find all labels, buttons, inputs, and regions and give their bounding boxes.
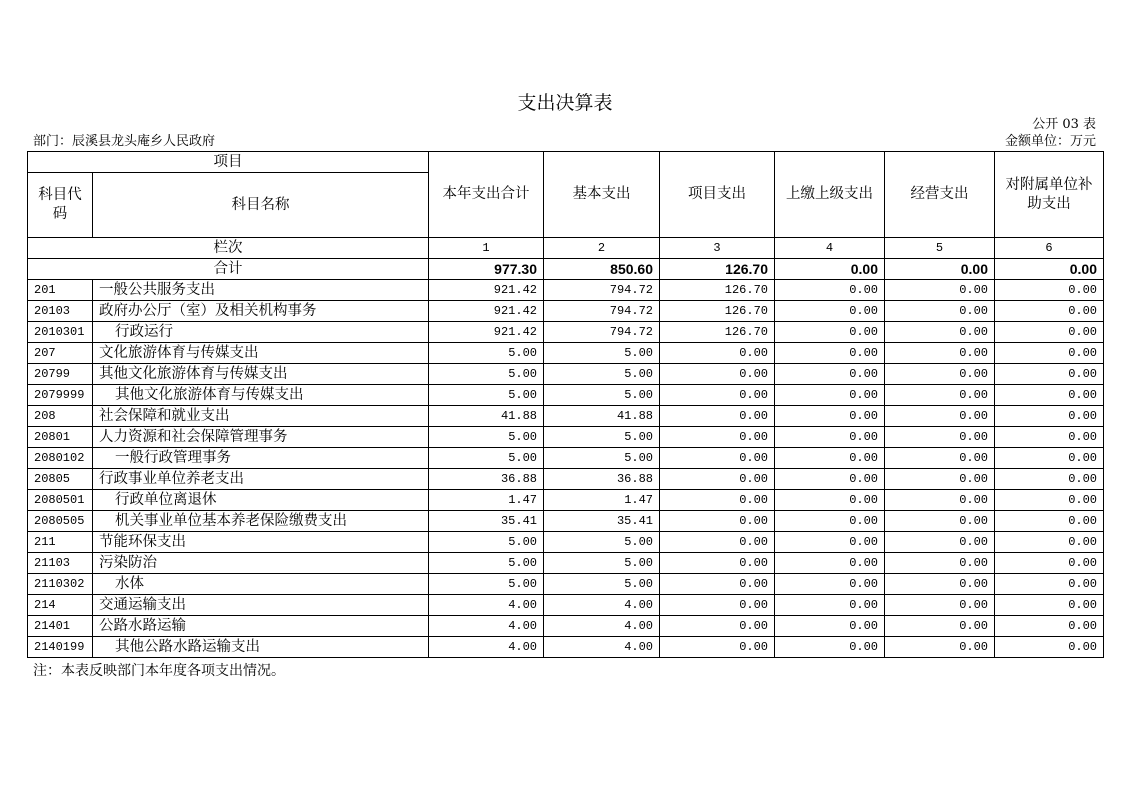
amount-cell: 126.70 [660,322,775,343]
table-row [28,364,1104,385]
amount-cell: 4.00 [544,637,660,658]
subject-name-cell: 文化旅游体育与传媒支出 [93,343,429,364]
line-number-label: 栏次 [28,238,429,259]
amount-cell: 5.00 [429,553,544,574]
amount-cell: 0.00 [885,574,995,595]
line-number-cell: 4 [775,238,885,259]
subject-code-cell: 2080102 [28,448,93,469]
amount-cell: 0.00 [775,490,885,511]
amount-cell: 126.70 [660,301,775,322]
amount-cell: 0.00 [995,511,1104,532]
table-row [28,574,1104,595]
amount-cell: 0.00 [885,301,995,322]
expenditure-table [27,151,1104,658]
line-number-row [28,238,1104,259]
subject-code-cell: 20799 [28,364,93,385]
amount-cell: 4.00 [429,595,544,616]
header-subject-name: 科目名称 [93,173,429,238]
table-row [28,511,1104,532]
amount-cell: 0.00 [885,364,995,385]
amount-cell: 794.72 [544,301,660,322]
subject-name-cell: 行政单位离退休 [93,490,429,511]
subject-code-cell: 2080501 [28,490,93,511]
amount-cell: 0.00 [995,280,1104,301]
total-label: 合计 [28,259,429,280]
table-row [28,448,1104,469]
amount-cell: 0.00 [885,406,995,427]
amount-cell: 0.00 [995,406,1104,427]
table-row [28,616,1104,637]
table-row [28,595,1104,616]
amount-cell: 5.00 [429,574,544,595]
table-row [28,427,1104,448]
table-note: 注：本表反映部门本年度各项支出情况。 [33,663,285,679]
total-row [28,259,1104,280]
line-number-cell: 6 [995,238,1104,259]
subject-code-cell: 20103 [28,301,93,322]
amount-cell: 794.72 [544,322,660,343]
subject-name-cell: 污染防治 [93,553,429,574]
amount-cell: 35.41 [429,511,544,532]
total-value-cell: 850.60 [544,259,660,280]
amount-cell: 0.00 [885,616,995,637]
table-row [28,490,1104,511]
amount-cell: 5.00 [429,448,544,469]
table-row [28,469,1104,490]
subject-code-cell: 2079999 [28,385,93,406]
amount-cell: 0.00 [775,574,885,595]
total-value-cell: 0.00 [775,259,885,280]
department-label: 部门：辰溪县龙头庵乡人民政府 [33,134,216,149]
amount-cell: 0.00 [885,385,995,406]
amount-cell: 0.00 [775,406,885,427]
amount-cell: 41.88 [544,406,660,427]
table-row [28,343,1104,364]
amount-cell: 5.00 [544,427,660,448]
amount-cell: 0.00 [660,490,775,511]
subject-code-cell: 21401 [28,616,93,637]
subject-code-cell: 20801 [28,427,93,448]
amount-cell: 0.00 [660,595,775,616]
amount-cell: 0.00 [775,385,885,406]
header-project-expenditure: 项目支出 [660,152,775,238]
table-row [28,280,1104,301]
amount-cell: 0.00 [775,469,885,490]
amount-cell: 0.00 [660,511,775,532]
total-value-cell: 977.30 [429,259,544,280]
header-business-expenditure: 经营支出 [885,152,995,238]
total-value-cell: 0.00 [995,259,1104,280]
header-subsidy-to-affiliates: 对附属单位补助支出 [995,152,1104,238]
table-row [28,553,1104,574]
subject-code-cell: 20805 [28,469,93,490]
amount-cell: 5.00 [429,385,544,406]
amount-cell: 5.00 [544,574,660,595]
amount-cell: 5.00 [544,448,660,469]
amount-cell: 0.00 [775,427,885,448]
amount-cell: 0.00 [995,637,1104,658]
amount-cell: 4.00 [429,616,544,637]
subject-code-cell: 2140199 [28,637,93,658]
header-subject-code: 科目代码 [28,173,93,238]
amount-cell: 0.00 [885,280,995,301]
subject-name-cell: 社会保障和就业支出 [93,406,429,427]
amount-cell: 0.00 [885,511,995,532]
amount-cell: 5.00 [429,427,544,448]
line-number-cell: 3 [660,238,775,259]
subject-code-cell: 208 [28,406,93,427]
header-row-item [28,152,1104,173]
subject-code-cell: 2110302 [28,574,93,595]
amount-cell: 0.00 [885,532,995,553]
amount-cell: 0.00 [775,448,885,469]
line-number-cell: 2 [544,238,660,259]
subject-code-cell: 207 [28,343,93,364]
header-remit-to-superior: 上缴上级支出 [775,152,885,238]
amount-cell: 921.42 [429,322,544,343]
subject-name-cell: 节能环保支出 [93,532,429,553]
amount-cell: 5.00 [544,343,660,364]
amount-cell: 0.00 [995,574,1104,595]
amount-cell: 921.42 [429,280,544,301]
amount-cell: 0.00 [995,343,1104,364]
subject-name-cell: 行政事业单位养老支出 [93,469,429,490]
subject-name-cell: 交通运输支出 [93,595,429,616]
amount-cell: 0.00 [660,364,775,385]
header-item-cell: 项目 [28,152,429,173]
total-value-cell: 0.00 [885,259,995,280]
table-row [28,385,1104,406]
amount-cell: 0.00 [885,490,995,511]
amount-cell: 5.00 [429,364,544,385]
amount-cell: 0.00 [995,490,1104,511]
amount-cell: 0.00 [995,616,1104,637]
amount-cell: 0.00 [995,595,1104,616]
amount-cell: 921.42 [429,301,544,322]
subject-name-cell: 公路水路运输 [93,616,429,637]
amount-cell: 0.00 [775,553,885,574]
amount-cell: 0.00 [660,385,775,406]
subject-code-cell: 2010301 [28,322,93,343]
subject-name-cell: 其他文化旅游体育与传媒支出 [93,385,429,406]
subject-code-cell: 201 [28,280,93,301]
amount-cell: 0.00 [775,532,885,553]
table-row [28,301,1104,322]
amount-cell: 5.00 [429,343,544,364]
amount-cell: 0.00 [995,448,1104,469]
amount-cell: 0.00 [660,406,775,427]
amount-cell: 0.00 [775,637,885,658]
table-row [28,322,1104,343]
amount-cell: 0.00 [660,427,775,448]
amount-cell: 0.00 [995,469,1104,490]
page-title: 支出决算表 [517,92,613,114]
amount-cell: 0.00 [995,322,1104,343]
subject-code-cell: 21103 [28,553,93,574]
amount-cell: 5.00 [544,553,660,574]
subject-name-cell: 其他文化旅游体育与传媒支出 [93,364,429,385]
form-number: 公开 03 表 [1032,117,1096,132]
subject-name-cell: 政府办公厅（室）及相关机构事务 [93,301,429,322]
subject-name-cell: 其他公路水路运输支出 [93,637,429,658]
amount-cell: 4.00 [429,637,544,658]
amount-cell: 0.00 [660,637,775,658]
amount-cell: 35.41 [544,511,660,532]
amount-cell: 5.00 [544,364,660,385]
amount-cell: 0.00 [775,280,885,301]
line-number-cell: 1 [429,238,544,259]
amount-cell: 5.00 [544,532,660,553]
subject-name-cell: 一般公共服务支出 [93,280,429,301]
amount-cell: 0.00 [775,322,885,343]
subject-code-cell: 2080505 [28,511,93,532]
amount-cell: 0.00 [885,448,995,469]
amount-cell: 5.00 [544,385,660,406]
amount-cell: 0.00 [660,343,775,364]
amount-cell: 0.00 [775,364,885,385]
subject-name-cell: 一般行政管理事务 [93,448,429,469]
subject-code-cell: 214 [28,595,93,616]
amount-cell: 0.00 [775,301,885,322]
amount-cell: 0.00 [775,343,885,364]
amount-cell: 41.88 [429,406,544,427]
amount-unit-label: 金额单位：万元 [1004,134,1096,149]
amount-cell: 0.00 [995,427,1104,448]
amount-cell: 0.00 [995,532,1104,553]
amount-cell: 0.00 [885,469,995,490]
amount-cell: 5.00 [429,532,544,553]
subject-name-cell: 人力资源和社会保障管理事务 [93,427,429,448]
amount-cell: 0.00 [775,616,885,637]
amount-cell: 36.88 [544,469,660,490]
amount-cell: 0.00 [885,553,995,574]
amount-cell: 0.00 [885,595,995,616]
amount-cell: 0.00 [995,301,1104,322]
subject-name-cell: 机关事业单位基本养老保险缴费支出 [93,511,429,532]
amount-cell: 0.00 [995,385,1104,406]
amount-cell: 36.88 [429,469,544,490]
amount-cell: 0.00 [995,364,1104,385]
amount-cell: 794.72 [544,280,660,301]
amount-cell: 0.00 [660,616,775,637]
total-value-cell: 126.70 [660,259,775,280]
line-number-cell: 5 [885,238,995,259]
amount-cell: 0.00 [775,511,885,532]
amount-cell: 0.00 [660,532,775,553]
amount-cell: 0.00 [660,469,775,490]
amount-cell: 126.70 [660,280,775,301]
subject-name-cell: 行政运行 [93,322,429,343]
amount-cell: 0.00 [995,553,1104,574]
amount-cell: 0.00 [885,322,995,343]
amount-cell: 1.47 [429,490,544,511]
table-row [28,637,1104,658]
amount-cell: 0.00 [660,448,775,469]
amount-cell: 1.47 [544,490,660,511]
header-basic-expenditure: 基本支出 [544,152,660,238]
table-row [28,406,1104,427]
amount-cell: 0.00 [660,574,775,595]
amount-cell: 4.00 [544,595,660,616]
amount-cell: 0.00 [885,637,995,658]
amount-cell: 0.00 [775,595,885,616]
amount-cell: 0.00 [885,343,995,364]
amount-cell: 4.00 [544,616,660,637]
header-total-expenditure: 本年支出合计 [429,152,544,238]
amount-cell: 0.00 [885,427,995,448]
table-row [28,532,1104,553]
subject-name-cell: 水体 [93,574,429,595]
subject-code-cell: 211 [28,532,93,553]
amount-cell: 0.00 [660,553,775,574]
